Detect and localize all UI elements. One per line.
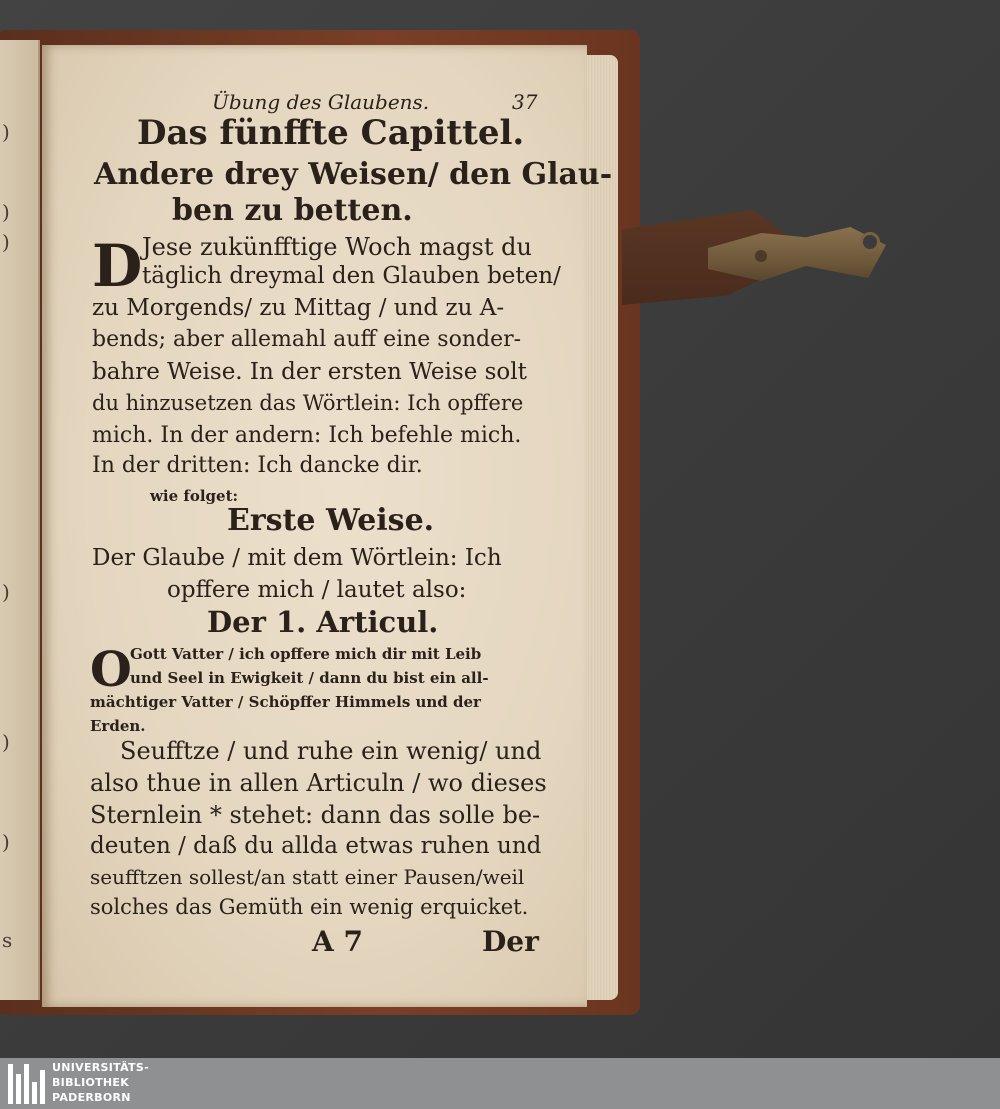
article-title: Der 1. Articul. <box>207 605 439 639</box>
running-header: Übung des Glaubens. <box>212 90 430 114</box>
drop-cap: O <box>90 642 132 698</box>
paragraph-line: zu Morgends/ zu Mittag / und zu A- <box>92 295 505 321</box>
paragraph-line: du hinzusetzen das Wörtlein: Ich opffere <box>92 391 524 415</box>
section-title: Erste Weise. <box>227 503 435 538</box>
logo-text-line: UNIVERSITÄTS- <box>52 1061 149 1074</box>
paragraph-line: täglich dreymal den Glauben beten/ <box>142 263 561 289</box>
catchword: Der <box>482 925 539 958</box>
library-logo-icon <box>8 1064 46 1104</box>
drop-cap: D <box>92 232 143 300</box>
left-page-glyph: ) <box>2 580 10 604</box>
subtitle-line: Andere drey Weisen/ den Glau- <box>94 157 613 192</box>
paragraph-line: bahre Weise. In der ersten Weise solt <box>92 359 527 385</box>
left-page-glyph: ) <box>2 830 10 854</box>
subtitle-line: ben zu betten. <box>172 193 413 228</box>
section-intro-line: Der Glaube / mit dem Wörtlein: Ich <box>92 545 502 571</box>
signature-mark: A 7 <box>312 925 363 958</box>
paragraph-line: mich. In der andern: Ich befehle mich. <box>92 423 522 448</box>
page-number: 37 <box>512 90 538 114</box>
prayer-line: und Seel in Ewigkeit / dann du bist ein all- <box>130 669 489 687</box>
prayer-line: mächtiger Vatter / Schöpffer Himmels und der <box>90 693 481 711</box>
paragraph-line: In der dritten: Ich dancke dir. <box>92 453 423 478</box>
clasp-hole <box>860 232 880 252</box>
section-intro-line: opffere mich / lautet also: <box>167 577 467 603</box>
logo-text-line: BIBLIOTHEK <box>52 1076 130 1089</box>
logo-text-line: PADERBORN <box>52 1091 131 1104</box>
paragraph-line: bends; aber allemahl auff eine sonder- <box>92 327 522 352</box>
chapter-title: Das fünffte Capittel. <box>137 113 525 153</box>
paragraph-line: solches das Gemüth ein wenig erquicket. <box>90 895 529 919</box>
footer-bar <box>0 1058 1000 1109</box>
paragraph-line: Jese zukünfftige Woch magst du <box>142 233 532 261</box>
paragraph-line: also thue in allen Articuln / wo dieses <box>90 769 547 797</box>
clasp-rivet <box>755 250 767 262</box>
left-page-glyph: ) <box>2 730 10 754</box>
prayer-line: Gott Vatter / ich opffere mich dir mit Leib <box>130 645 482 663</box>
wie-folget: wie folget: <box>150 487 239 505</box>
left-page-edge <box>0 40 40 1000</box>
paragraph-line: seufftzen sollest/an statt einer Pausen/weil <box>90 865 525 889</box>
paragraph-line: Seufftze / und ruhe ein wenig/ und <box>120 737 542 765</box>
left-page-glyph: ) <box>2 120 10 144</box>
paragraph-line: Sternlein * stehet: dann das solle be- <box>90 801 541 829</box>
paragraph-line: deuten / daß du allda etwas ruhen und <box>90 833 542 859</box>
prayer-line: Erden. <box>90 717 146 735</box>
left-page-glyph: s <box>2 928 13 952</box>
left-page-glyph: ) <box>2 230 10 254</box>
left-page-glyph: ) <box>2 200 10 224</box>
book-page <box>42 45 613 1007</box>
